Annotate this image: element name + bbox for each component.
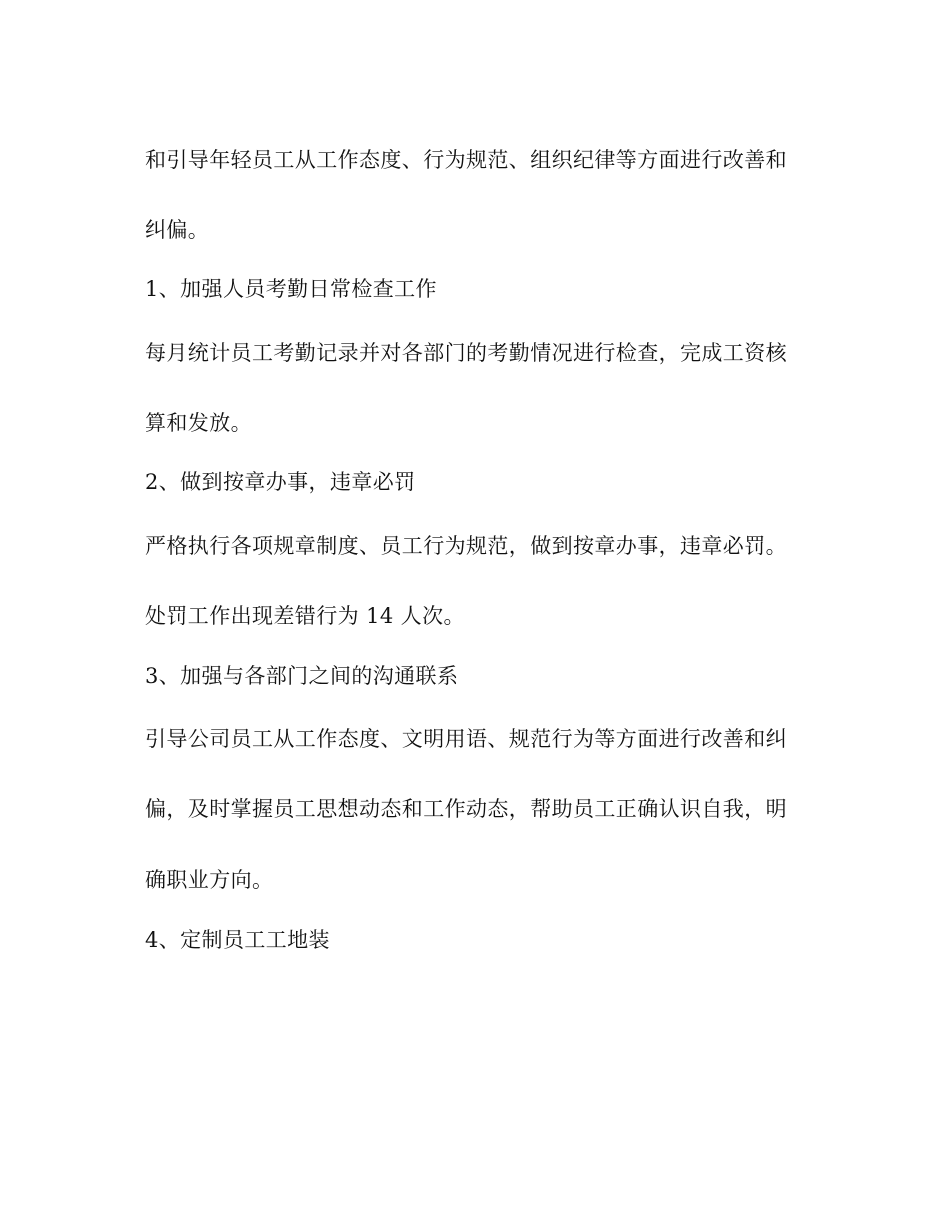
section-heading-3: 3、加强与各部门之间的沟通联系 [145,664,459,688]
paragraph-line: 偏，及时掌握员工思想动态和工作动态，帮助员工正确认识自我，明 [145,797,787,821]
paragraph-line: 纠偏。 [145,218,210,242]
paragraph-line: 和引导年轻员工从工作态度、行为规范、组织纪律等方面进行改善和 [145,148,787,172]
paragraph-line: 算和发放。 [145,411,252,435]
paragraph-line: 确职业方向。 [145,868,274,892]
section-heading-4: 4、定制员工工地装 [145,928,330,952]
section-heading-2: 2、做到按章办事，违章必罚 [145,470,416,494]
paragraph-line: 处罚工作出现差错行为 14 人次。 [145,604,465,628]
paragraph-line: 引导公司员工从工作态度、文明用语、规范行为等方面进行改善和纠 [145,727,787,751]
section-heading-1: 1、加强人员考勤日常检查工作 [145,277,437,301]
paragraph-line: 严格执行各项规章制度、员工行为规范，做到按章办事，违章必罚。 [145,534,787,558]
paragraph-line: 每月统计员工考勤记录并对各部门的考勤情况进行检查，完成工资核 [145,341,787,365]
